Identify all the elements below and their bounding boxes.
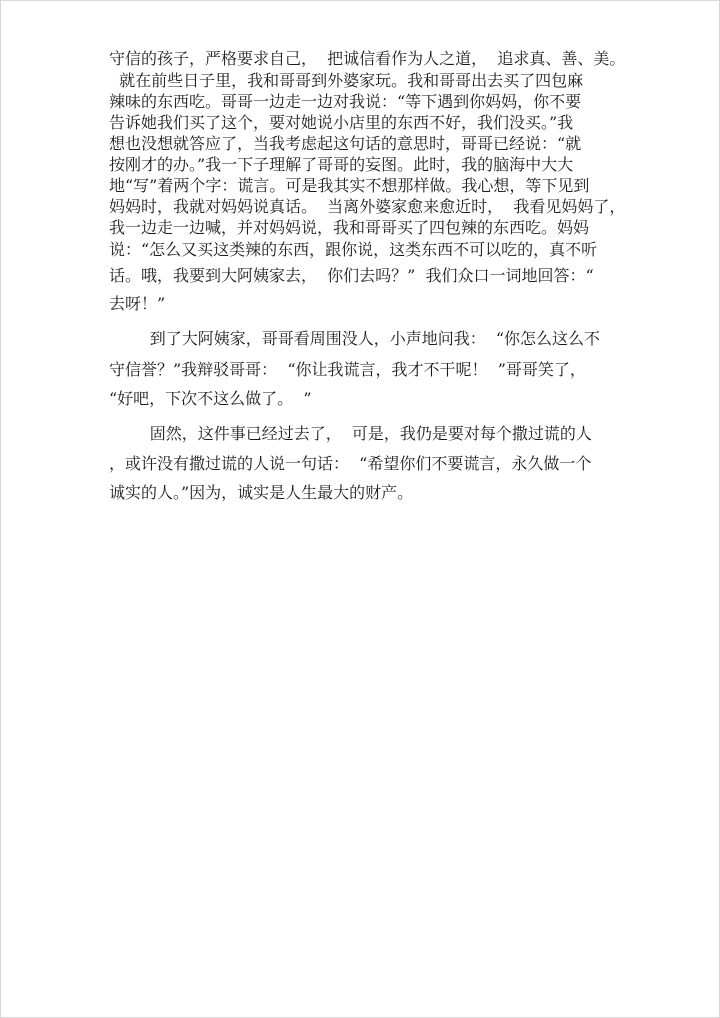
text-line-18: 诚实的人。”因为，诚实是人生最大的财产。 (109, 483, 414, 502)
text-line-15: “好吧，下次不这么做了。 ” (109, 389, 312, 408)
text-line-16: 固然，这件事已经过去了， 可是，我仍是要对每个撒过谎的人 (109, 424, 592, 443)
text-line-11: 话。哦，我要到大阿姨家去， 你们去吗？” 我们众口一词地回答：“ (109, 266, 594, 285)
text-line-13: 到了大阿姨家，哥哥看周围没人，小声地问我： “你怎么这么不 (109, 329, 601, 348)
text-line-8: 妈妈时，我就对妈妈说真话。 当离外婆家愈来愈近时， 我看见妈妈了， (109, 197, 626, 216)
text-line-1: 守信的孩子，严格要求自己， 把诚信看作为人之道， 追求真、善、美。 (109, 49, 626, 68)
text-line-5: 想也没想就答应了，当我考虑起这句话的意思时，哥哥已经说：“就 (109, 134, 582, 153)
text-line-2: 就在前些日子里，我和哥哥到外婆家玩。我和哥哥出去买了四包麻 (109, 71, 584, 90)
text-line-17: ，或许没有撒过谎的人说一句话： “希望你们不要谎言，永久做一个 (109, 454, 592, 473)
text-line-3: 辣味的东西吃。哥哥一边走一边对我说：“等下遇到你妈妈，你不要 (109, 92, 582, 111)
text-line-10: 说：“怎么又买这类辣的东西，跟你说，这类东西不可以吃的，真不听 (109, 240, 598, 259)
text-line-14: 守信誉？”我辩驳哥哥： “你让我谎言，我才不干呢！ ”哥哥笑了， (109, 360, 586, 379)
text-line-6: 按刚才的办。”我一下子理解了哥哥的妄图。此时，我的脑海中大大 (109, 155, 574, 174)
text-line-9: 我一边走一边喊，并对妈妈说，我和哥哥买了四包辣的东西吃。妈妈 (109, 218, 590, 237)
text-line-4: 告诉她我们买了这个，要对她说小店里的东西不好，我们没买。”我 (109, 113, 574, 132)
text-line-7: 地“写”着两个字：谎言。可是我其实不想那样做。我心想，等下见到 (109, 176, 590, 195)
text-line-12: 去呀！” (109, 294, 166, 313)
